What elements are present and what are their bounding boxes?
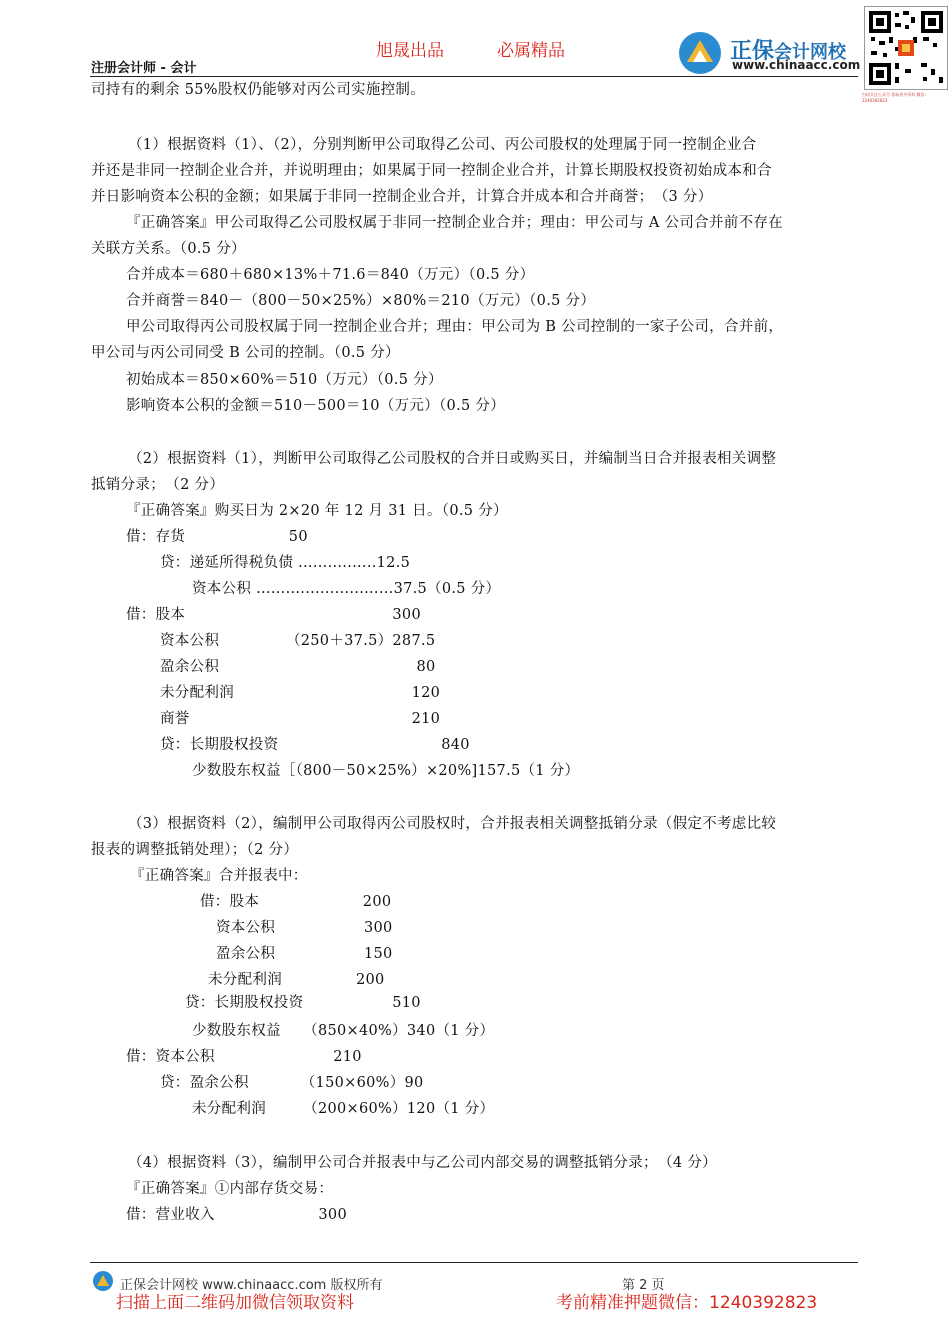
answer-4-line: 『正确答案』①内部存货交易： [126,1181,334,1197]
header-subject: 注册会计师 - 会计 [91,61,197,76]
question-1-line: （1）根据资料（1）、（2），分别判断甲公司取得乙公司、丙公司股权的处理属于同一控制企业合 [128,137,757,153]
answer-1-line: 『正确答案』甲公司取得乙公司股权属于非同一控制企业合并；理由：甲公司与 A 公司合并前不存在 [126,215,783,231]
question-4-line: （4）根据资料（3），编制甲公司合并报表中与乙公司内部交易的调整抵销分录； （4 分） [128,1155,717,1171]
journal-entry-line: 贷：盈余公积 （150×60%）90 [160,1075,424,1091]
footer-promo-right: 考前精准押题微信：1240392823 [556,1293,818,1313]
logo-suffix: 会计网校 [774,42,847,63]
footer-page-number: 第 2 页 [622,1278,665,1293]
footer-logo-icon [92,1270,114,1292]
journal-entry-line: 借：存货 50 [126,529,308,545]
journal-entry-line: 未分配利润 200 [208,972,385,988]
chinaacc-logo-icon [677,30,723,76]
answer-1-line: 初始成本＝850×60%＝510（万元）（0.5 分） [126,372,443,388]
question-2-line: 抵销分录； （2 分） [91,477,225,493]
logo-name: 正保 [730,39,775,64]
journal-entry-line: 借：营业收入 300 [126,1207,347,1223]
question-3-line: （3）根据资料（2），编制甲公司取得丙公司股权时，合并报表相关调整抵销分录（假定不考虑比较 [128,816,777,832]
question-3-line: 报表的调整抵销处理）；（2 分） [91,842,299,858]
journal-entry-line: 贷：长期股权投资 510 [185,995,421,1011]
journal-entry-line: 借：股本 200 [200,894,392,910]
answer-1-line: 合并商誉＝840－（800－50×25%）×80%＝210（万元）（0.5 分） [126,293,596,309]
answer-3-line: 『正确答案』合并报表中： [130,868,308,884]
journal-entry-line: 资本公积 300 [216,920,393,936]
journal-entry-line: 盈余公积 150 [216,946,393,962]
question-1-line: 并日影响资本公积的金额；如果属于非同一控制企业合并，计算合并成本和合并商誉； （3 分） [91,189,713,205]
text-line: 司持有的剩余 55%股权仍能够对丙公司实施控制。 [91,82,426,98]
header-brand-left: 旭晟出品 [376,41,444,61]
question-1-line: 并还是非同一控制企业合并，并说明理由；如果属于同一控制企业合并，计算长期股权投资初始成本和合 [91,163,772,179]
answer-1-line: 甲公司取得丙公司股权属于同一控制企业合并；理由：甲公司为 B 公司控制的一家子公司，合并前， [126,319,784,335]
answer-1-line: 影响资本公积的金额＝510－500＝10（万元）（0.5 分） [126,398,506,414]
journal-entry-line: 少数股东权益 （850×40%）340（1 分） [192,1023,495,1039]
journal-entry-line: 借：股本 300 [126,607,421,623]
journal-entry-line: 少数股东权益［（800－50×25%）×20%]157.5（1 分） [192,763,580,779]
journal-entry-line: 资本公积 （250＋37.5）287.5 [160,633,436,649]
journal-entry-line: 未分配利润 120 [160,685,441,701]
footer-promo-left: 扫描上面二维码加微信领取资料 [116,1293,354,1313]
footer-divider [90,1262,858,1263]
header-brand-right: 必属精品 [497,41,565,61]
journal-entry-line: 贷：长期股权投资 840 [160,737,470,753]
answer-1-line: 甲公司与丙公司同受 B 公司的控制。（0.5 分） [91,345,400,361]
question-2-line: （2）根据资料（1），判断甲公司取得乙公司股权的合并日或购买日，并编制当日合并报表相关调整 [128,451,777,467]
journal-entry-line: 商誉 210 [160,711,441,727]
journal-entry-line: 资本公积 ............................37.5（0.5 分） [192,581,501,597]
journal-entry-line: 盈余公积 80 [160,659,436,675]
journal-entry-line: 贷：递延所得税负债 ................12.5 [160,555,411,571]
qr-note: 扫码关注公众号 获取更多资料 微信: 1240392823 [862,92,926,103]
journal-entry-line: 未分配利润 （200×60%）120（1 分） [192,1101,495,1117]
qr-code-icon [864,6,948,90]
journal-entry-line: 借：资本公积 210 [126,1049,362,1065]
answer-1-line: 关联方关系。（0.5 分） [91,241,246,257]
logo-url: www.chinaacc.com [732,58,861,72]
footer-copyright: 正保会计网校 www.chinaacc.com 版权所有 [120,1278,383,1293]
answer-2-line: 『正确答案』购买日为 2×20 年 12 月 31 日。（0.5 分） [126,503,508,519]
header-divider [90,76,858,77]
answer-1-line: 合并成本＝680＋680×13%＋71.6＝840（万元）（0.5 分） [126,267,535,283]
